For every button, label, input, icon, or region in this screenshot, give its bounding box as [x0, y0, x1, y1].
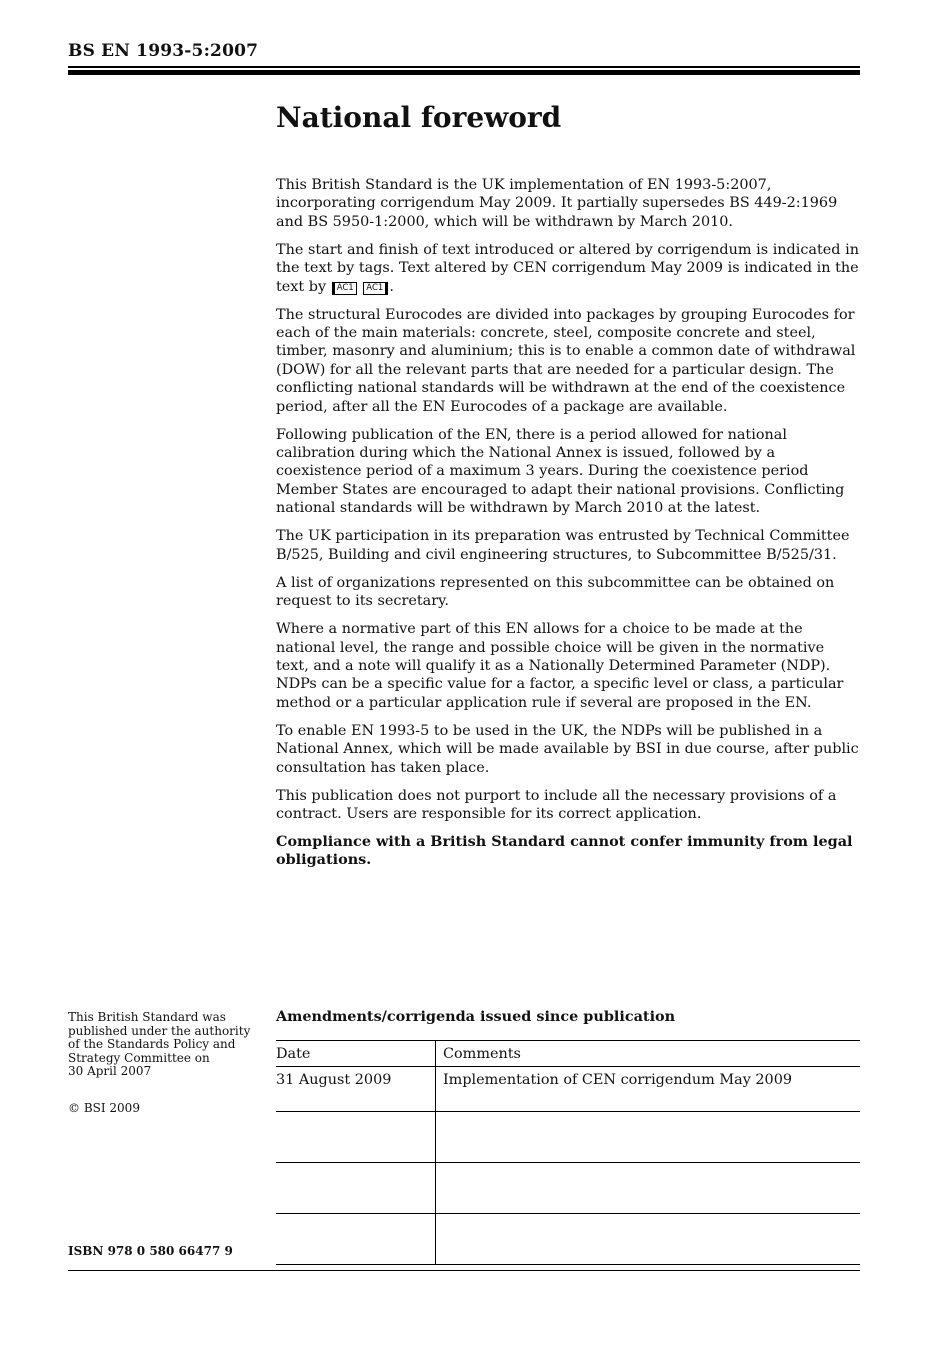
paragraph-national-calibration: Following publication of the EN, there is a period allowed for national calibration during which the National Annex is issued, followed by a coexistence period of a maximum 3 years. During the coexistence period Member States are encouraged to adapt their national provisions. Conflicting national standards will be withdrawn by March 2010 at the latest.	[276, 426, 845, 517]
table-header-row	[276, 1041, 860, 1067]
paragraph-uk-participation: The UK participation in its preparation was entrusted by Technical Committee B/525, Building and civil engineering structures, to Subcommittee B/525/31.	[276, 528, 850, 563]
header-rule-thin	[68, 66, 860, 68]
paragraph-corrigendum-tags	[276, 241, 860, 296]
paragraph-compliance: Compliance with a British Standard cannot confer immunity from legal obligations.	[276, 832, 853, 869]
paragraph-national-annex: To enable EN 1993-5 to be used in the UK, the NDPs will be published in a National Annex, which will be made available by BSI in due course, after public consultation has taken place.	[276, 722, 859, 776]
column-header-date: Date	[276, 1041, 436, 1067]
corrigendum-tags-text: The start and finish of text introduced or altered by corrigendum is indicated in the text by tags. Text altered by CEN corrigendum May 2009 is indicated in the text by	[276, 241, 859, 295]
table-row	[276, 1067, 860, 1112]
cell-date	[276, 1112, 436, 1163]
isbn: ISBN 978 0 580 66477 9	[68, 1244, 233, 1258]
page-title: National foreword	[276, 101, 562, 134]
foreword-body	[276, 176, 860, 879]
cell-comments	[436, 1163, 861, 1214]
paragraph-implementation: This British Standard is the UK implementation of EN 1993-5:2007, incorporating corrigendum May 2009. It partially supersedes BS 449-2:1969 and BS 5950-1:2000, which will be withdrawn by March 2010.	[276, 177, 838, 230]
corrigendum-tags-period: .	[389, 278, 394, 295]
table-row	[276, 1163, 860, 1214]
cell-date: 31 August 2009	[276, 1067, 436, 1112]
table-row	[276, 1214, 860, 1265]
footer-rule	[68, 1270, 860, 1271]
cell-comments: Implementation of CEN corrigendum May 2009	[436, 1067, 861, 1112]
publication-note-line: published under the authority	[68, 1023, 251, 1038]
document-id: BS EN 1993-5:2007	[68, 41, 259, 61]
publication-note-line: This British Standard was	[68, 1010, 226, 1024]
publication-note-line: 30 April 2007	[68, 1064, 152, 1079]
publication-note-line: Strategy Committee on	[68, 1050, 210, 1065]
amendments-heading: Amendments/corrigenda issued since publication	[276, 1008, 676, 1025]
cell-comments	[436, 1112, 861, 1163]
cell-date	[276, 1163, 436, 1214]
publication-note-line: of the Standards Policy and	[68, 1037, 236, 1052]
column-header-comments: Comments	[436, 1041, 861, 1067]
paragraph-provisions: This publication does not purport to include all the necessary provisions of a contract. Users are responsible for its correct application.	[276, 787, 837, 822]
cell-date	[276, 1214, 436, 1265]
corrigendum-start-tag-icon: AC1	[334, 282, 357, 295]
header-rule-thick	[68, 70, 860, 75]
publication-note	[68, 1011, 258, 1079]
amendments-table	[276, 1040, 860, 1265]
cell-comments	[436, 1214, 861, 1265]
paragraph-organizations: A list of organizations represented on this subcommittee can be obtained on request to its secretary.	[276, 574, 835, 610]
copyright-notice: © BSI 2009	[68, 1101, 140, 1115]
table-row	[276, 1112, 860, 1163]
paragraph-ndp: Where a normative part of this EN allows for a choice to be made at the national level, the range and possible choice will be given in the normative text, and a note will qualify it as a Nationally Determined Parameter (NDP). NDPs can be a specific value for a factor, a specific level or class, a particular method or a particular application rule if several are proposed in the EN.	[276, 621, 844, 711]
corrigendum-end-tag-icon: AC1	[363, 282, 386, 295]
paragraph-eurocode-packages: The structural Eurocodes are divided into packages by grouping Eurocodes for each of the main materials: concrete, steel, composite concrete and steel, timber, masonry and aluminium; this is to enable a common date of withdrawal (DOW) for all the relevant parts that are needed for a particular design. The conflicting national standards will be withdrawn at the end of the coexistence period, after all the EN Eurocodes of a package are available.	[276, 306, 856, 415]
